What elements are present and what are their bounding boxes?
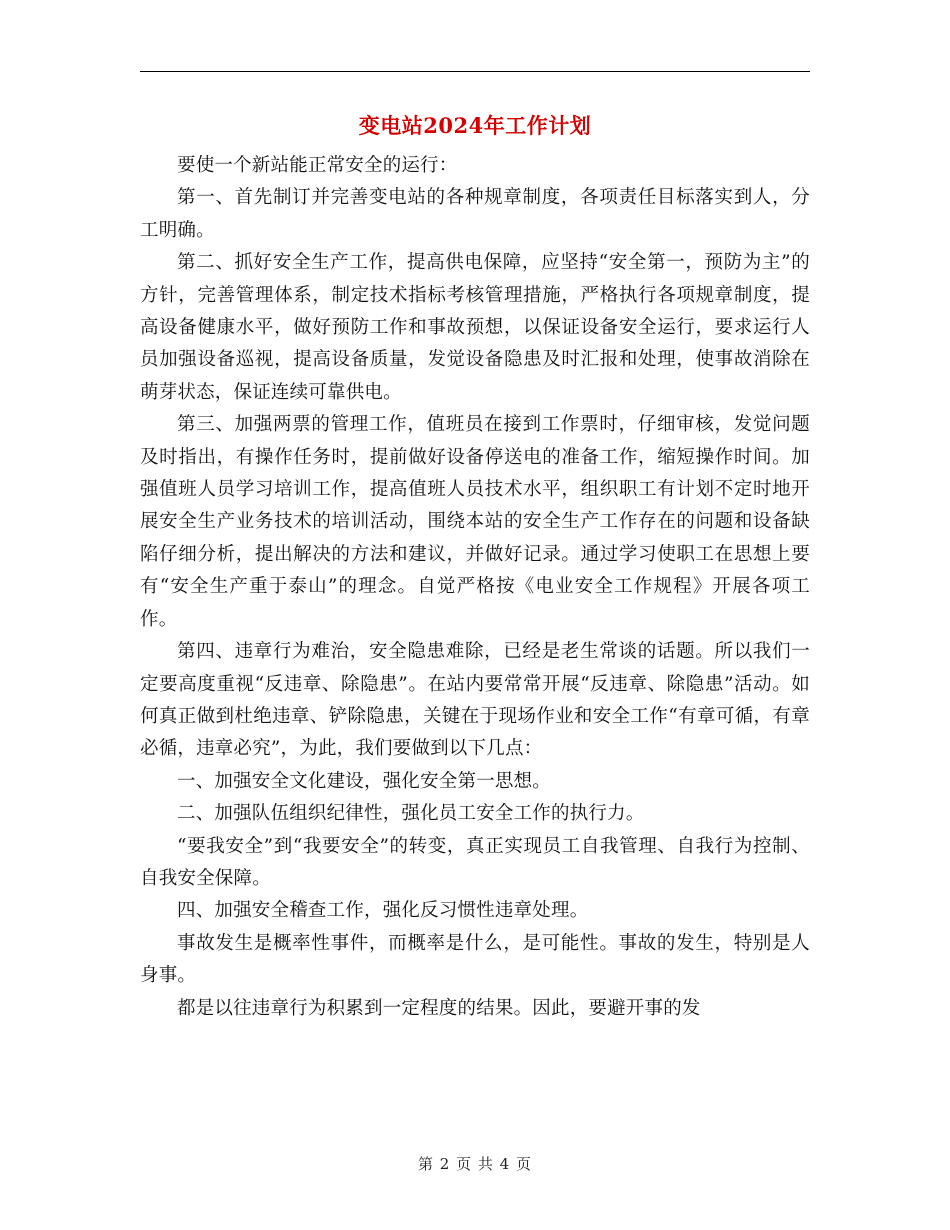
paragraph-third: 第三、加强两票的管理工作，值班员在接到工作票时，仔细审核，发觉问题及时指出，有操作任务时，提前做好设备停送电的准备工作，缩短操作时间。加强值班人员学习培训工作，提高值班人员技术水平，组织职工有计划不定时地开展安全生产业务技术的培训活动，围绕本站的安全生产工作存在的问题和设备缺陷仔细分析，提出解决的方法和建议，并做好记录。通过学习使职工在思想上要有“安全生产重于泰山”的理念。自觉严格按《电业安全工作规程》开展各项工作。 [140,414,810,630]
paragraph-second: 第二、抓好安全生产工作，提高供电保障，应坚持“安全第一，预防为主”的方针，完善管理体系，制定技术指标考核管理措施，严格执行各项规章制度，提高设备健康水平，做好预防工作和事故预想，以保证设备安全运行，要求运行人员加强设备巡视，提高设备质量，发觉设备隐患及时汇报和处理，使事故消除在萌芽状态，保证连续可靠供电。 [140,252,810,403]
paragraph-accident: 事故发生是概率性事件，而概率是什么，是可能性。事故的发生，特别是人身事。 [140,932,810,987]
paragraph-transition: “要我安全”到“我要安全”的转变，真正实现员工自我管理、自我行为控制、自我安全保障。 [140,835,810,889]
page-number: 第 2 页 共 4 页 [418,1155,532,1173]
header-rule [140,71,810,72]
list-item-two: 二、加强队伍组织纪律性，强化员工安全工作的执行力。 [177,803,645,825]
list-item-four: 四、加强安全稽查工作，强化反习惯性违章处理。 [177,900,589,922]
paragraph-intro: 要使一个新站能正常安全的运行： [177,155,458,176]
paragraph-first: 第一、首先制订并完善变电站的各种规章制度，各项责任目标落实到人，分工明确。 [140,187,810,241]
paragraph-fourth: 第四、违章行为难治，安全隐患难除，已经是老生常谈的话题。所以我们一定要高度重视“反违章、除隐患”。在站内要常常开展“反违章、除隐患”活动。如何真正做到杜绝违章、铲除隐患，关键在于现场作业和安全工作“有章可循，有章必循，违章必究”，为此，我们要做到以下几点： [140,641,810,760]
document-title: 变电站2024年工作计划 [358,113,592,138]
list-item-one: 一、加强安全文化建设，强化安全第一思想。 [177,770,552,792]
paragraph-continued: 都是以往违章行为积累到一定程度的结果。因此，要避开事的发 [177,997,701,1019]
document-body [140,150,810,1025]
